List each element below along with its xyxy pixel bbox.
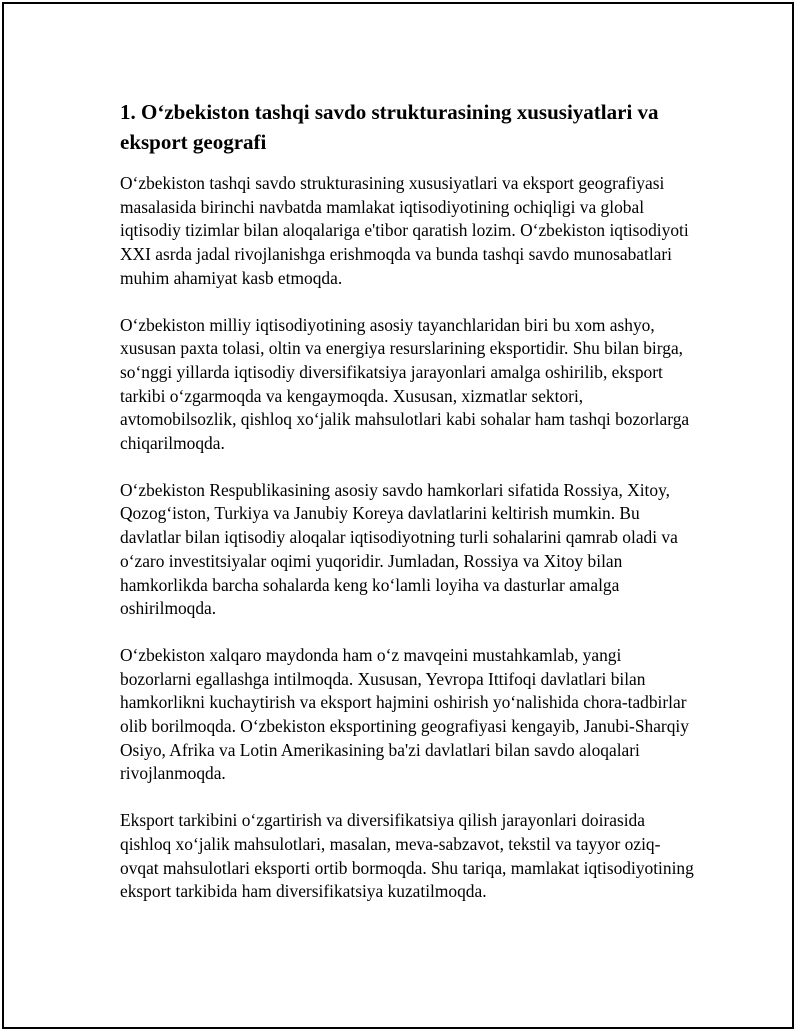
paragraph-3: O‘zbekiston Respublikasining asosiy savdo hamkorlari sifatida Rossiya, Xitoy, Qozog‘iston, Turkiya va Janubiy Koreya davlatlarini keltirish mumkin. Bu davlatlar bilan iqtisodiy aloqalar iqtisodiyotning turli sohalarini qamrab oladi va o‘zaro investitsiyalar oqimi yuqoridir. Jumladan, Rossiya va Xitoy bilan hamkorlikda barcha sohalarda keng ko‘lamli loyiha va dasturlar amalga oshirilmoqda. — [120, 479, 678, 619]
paragraph-4: O‘zbekiston xalqaro maydonda ham o‘z mavqeini mustahkamlab, yangi bozorlarni egallashga intilmoqda. Xususan, Yevropa Ittifoqi davlatlari bilan hamkorlikni kuchaytirish va eksport hajmini oshirish yo‘nalishida chora-tadbirlar olib borilmoqda. O‘zbekiston eksportining geografiyasi kengayib, Janubi-Sharqiy Osiyo, Afrika va Lotin Amerikasining ba'zi davlatlari bilan savdo aloqalari rivojlanmoqda. — [120, 644, 689, 784]
paragraph-1: O‘zbekiston tashqi savdo strukturasining xususiyatlari va eksport geografiyasi masalasida birinchi navbatda mamlakat iqtisodiyotining ochiqligi va global iqtisodiy tizimlar bilan aloqalariga e'tibor qaratish lozim. O‘zbekiston iqtisodiyoti XXI asrda jadal rivojlanishga erishmoqda va bunda tashqi savdo munosabatlari muhim ahamiyat kasb etmoqda. — [120, 173, 689, 288]
paragraph-2: O‘zbekiston milliy iqtisodiyotining asosiy tayanchlaridan biri bu xom ashyo, xususan paxta tolasi, oltin va energiya resurslarining eksportidir. Shu bilan birga, so‘nggi yillarda iqtisodiy diversifikatsiya jarayonlari amalga oshirilib, eksport tarkibi o‘zgarmoqda va kengaymoqda. Xususan, xizmatlar sektori, avtomobilsozlik, qishloq xo‘jalik mahsulotlari kabi sohalar ham tashqi bozorlarga chiqarilmoqda. — [120, 314, 690, 454]
page-frame — [2, 2, 794, 1029]
section-heading: 1. O‘zbekiston tashqi savdo strukturasining xususiyatlari va eksport geografi — [120, 100, 659, 154]
document-body — [120, 97, 695, 927]
paragraph-5: Eksport tarkibini o‘zgartirish va diversifikatsiya qilish jarayonlari doirasida qishloq xo‘jalik mahsulotlari, masalan, meva-sabzavot, tekstil va tayyor oziq-ovqat mahsulotlari eksporti ortib bormoqda. Shu tariqa, mamlakat iqtisodiyotining eksport tarkibida ham diversifikatsiya kuzatilmoqda. — [120, 810, 694, 902]
